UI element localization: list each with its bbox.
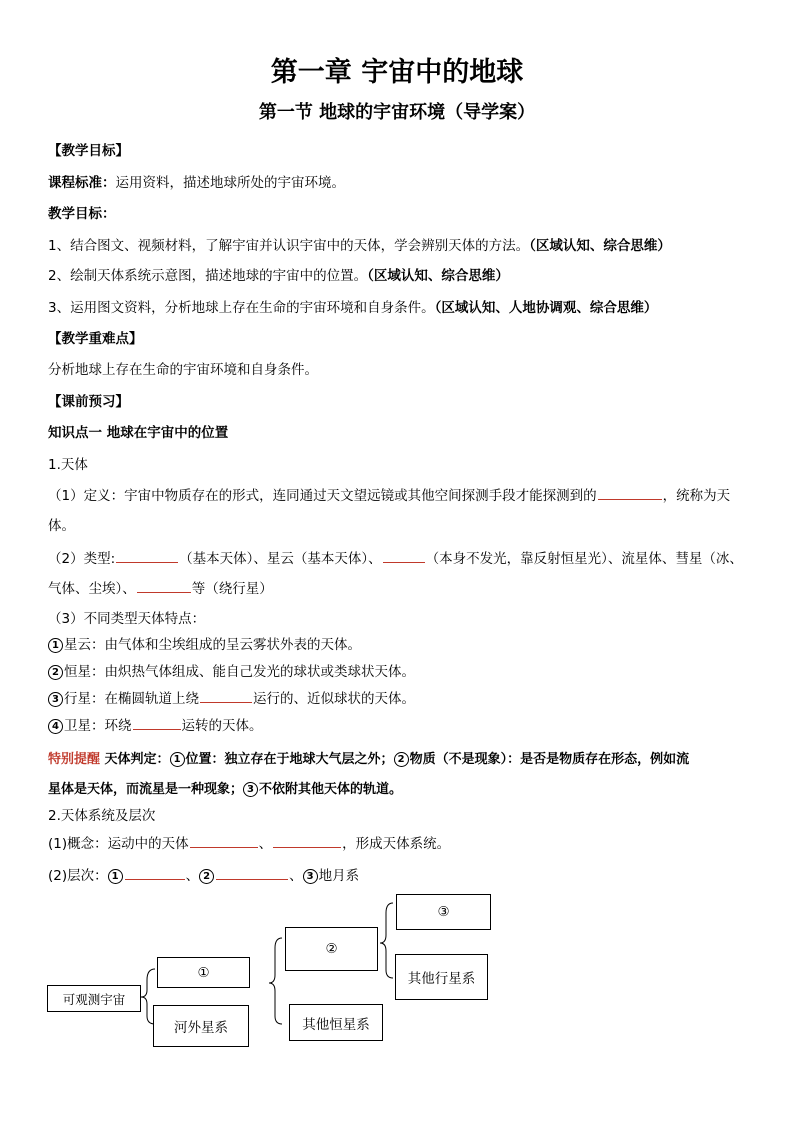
goal-tag: （区域认知、人地协调观、综合思维） — [434, 300, 658, 316]
other-star-systems-box: 其他恒星系 — [289, 1004, 383, 1041]
goal-tag: （区域认知、综合思维） — [529, 238, 671, 254]
goal-text: 3、运用图文资料，分析地球上存在生命的宇宙环境和自身条件。 — [48, 300, 435, 316]
circled-number: 3 — [48, 692, 63, 707]
definition-text-end: ，统称为天 — [662, 488, 731, 504]
circled-number: 4 — [48, 719, 63, 734]
brace-galaxy — [269, 938, 282, 1024]
feature-text: 运行的、近似球状的天体。 — [253, 691, 415, 707]
types-text: （本身不发光，靠反射恒星光）、流星体、彗星（冰、 — [425, 551, 743, 567]
goal-tag: （区域认知、综合思维） — [367, 268, 509, 284]
extragalactic-box: 河外星系 — [153, 1005, 249, 1047]
circled-number: 1 — [48, 638, 63, 653]
observable-universe-box: 可观测宇宙 — [47, 985, 141, 1012]
tip-text: 位置：独立存在于地球大气层之外； — [185, 752, 394, 767]
circled-number: 2 — [394, 752, 409, 767]
tip-text: 物质（不是现象）：是否是物质存在形态，例如流 — [409, 752, 690, 767]
goal-text: 1、结合图文、视频材料，了解宇宙并认识宇宙中的天体，学会辨别天体的方法。 — [48, 238, 530, 254]
types-text: （基本天体）、星云（基本天体）、 — [179, 551, 382, 567]
tip-text: 天体判定： — [100, 752, 170, 767]
circled-number: 3 — [303, 869, 318, 884]
tip-label: 特别提醒 — [48, 752, 101, 767]
feature-text: 星云：由气体和尘埃组成的呈云雾状外表的天体。 — [64, 637, 361, 653]
blank-box-1: ① — [157, 957, 250, 988]
goal-text: 2、绘制天体系统示意图，描述地球的宇宙中的位置。 — [48, 268, 368, 284]
curriculum-standard-text: 运用资料，描述地球所处的宇宙环境。 — [115, 175, 345, 191]
circled-number: 3 — [243, 782, 258, 797]
levels-sep: 、 — [185, 868, 200, 884]
feature-text: 卫星：环绕 — [64, 718, 132, 734]
goals-label: 教学目标： — [48, 206, 116, 222]
section-title: 第一节 地球的宇宙环境（导学案） — [258, 102, 536, 123]
knowledge-point-title: 知识点一 地球在宇宙中的位置 — [48, 425, 229, 441]
definition-text: （1）定义：宇宙中物质存在的形式，连同通过天文望远镜或其他空间探测手段才能探测到的 — [48, 488, 597, 504]
chapter-title: 第一章 宇宙中的地球 — [270, 57, 524, 88]
levels-label: (2)层次： — [48, 868, 108, 884]
circled-number: 1 — [108, 869, 123, 884]
concept-text: (1)概念：运动中的天体 — [48, 836, 189, 852]
celestial-body-heading: 1.天体 — [48, 457, 88, 473]
blank-box-2: ② — [285, 927, 378, 971]
feature-text: 行星：在椭圆轨道上绕 — [64, 691, 199, 707]
feature-text: 恒星：由炽热气体组成、能自己发光的球状或类球状天体。 — [64, 664, 415, 680]
features-heading: （3）不同类型天体特点： — [48, 611, 206, 627]
preview-heading: 【课前预习】 — [48, 394, 129, 410]
tip-text: 星体是天体，而流星是一种现象； — [48, 782, 244, 797]
circled-number: 1 — [170, 752, 185, 767]
feature-text: 运转的天体。 — [181, 718, 263, 734]
circled-number: 2 — [199, 869, 214, 884]
circled-number: 2 — [48, 665, 63, 680]
concept-sep: 、 — [258, 836, 273, 852]
definition-line-2: 体。 — [48, 518, 75, 534]
blank-box-3: ③ — [396, 894, 491, 930]
types-label: （2）类型: — [48, 551, 116, 567]
key-points-text: 分析地球上存在生命的宇宙环境和自身条件。 — [48, 362, 318, 378]
levels-end: 地月系 — [318, 868, 360, 884]
other-planetary-systems-box: 其他行星系 — [395, 954, 488, 1000]
teaching-goals-heading: 【教学目标】 — [48, 143, 129, 159]
concept-text: ，形成天体系统。 — [342, 836, 451, 852]
types-text: 等（绕行星） — [191, 581, 273, 597]
brace-star-system — [380, 903, 393, 978]
key-points-heading: 【教学重难点】 — [48, 331, 143, 347]
types-text: 气体、尘埃）、 — [48, 581, 136, 597]
tip-text: 不依附其他天体的轨道。 — [259, 782, 403, 797]
system-heading: 2.天体系统及层次 — [48, 808, 156, 824]
curriculum-standard-label: 课程标准： — [48, 175, 116, 191]
levels-sep: 、 — [289, 868, 303, 884]
